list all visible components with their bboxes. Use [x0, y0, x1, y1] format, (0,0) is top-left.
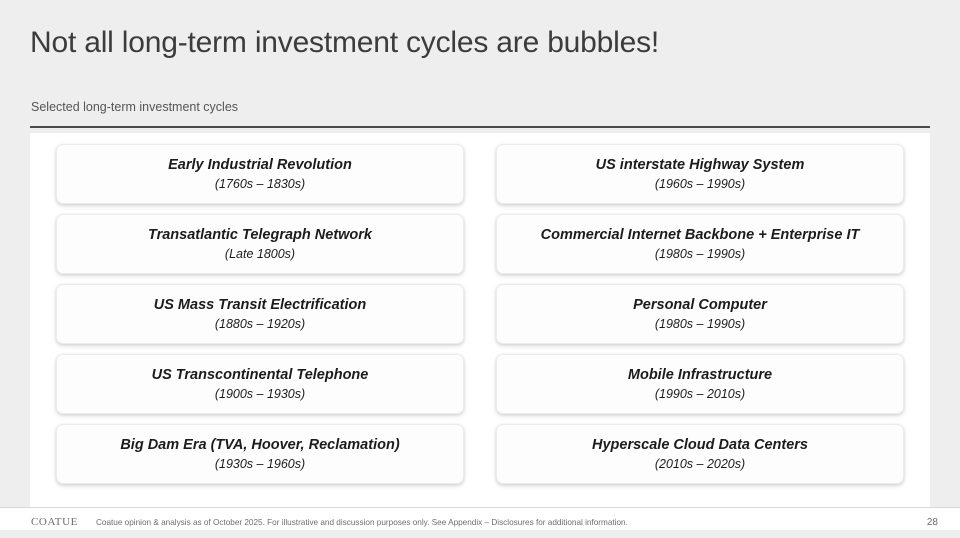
list-item: [56, 424, 464, 484]
brand-logo: COATUE: [31, 516, 78, 528]
cycle-years: (1760s – 1830s): [214, 176, 306, 191]
cycle-years: (1880s – 1920s): [214, 316, 306, 331]
cycle-name: US Transcontinental Telephone: [151, 366, 369, 383]
list-item: [496, 144, 904, 204]
page-subtitle: Selected long-term investment cycles: [31, 100, 239, 114]
cycle-name: Big Dam Era (TVA, Hoover, Reclamation): [120, 436, 400, 453]
list-item: [56, 214, 464, 274]
page-number: 28: [926, 517, 938, 528]
cycle-years: (1990s – 2010s): [654, 386, 746, 401]
cycle-years: (2010s – 2020s): [654, 456, 746, 471]
bottom-strip: [0, 530, 960, 538]
list-item: [496, 284, 904, 344]
list-item: [496, 424, 904, 484]
cycle-name: Mobile Infrastructure: [627, 366, 773, 383]
disclosure-note: Coatue opinion & analysis as of October 2025. For illustrative and discussion purposes only. See Appendix – Disclosures for additional information.: [96, 518, 628, 527]
cycle-years: (1980s – 1990s): [654, 316, 746, 331]
cycle-name: US Mass Transit Electrification: [153, 296, 367, 313]
cycle-name: Commercial Internet Backbone + Enterprise IT: [540, 226, 860, 243]
cycle-years: (1980s – 1990s): [654, 246, 746, 261]
cycle-years: (Late 1800s): [224, 246, 296, 261]
right-column: [496, 144, 904, 508]
cycle-years: (1960s – 1990s): [654, 176, 746, 191]
header-divider: [30, 126, 930, 128]
cycle-years: (1930s – 1960s): [214, 456, 306, 471]
cycles-columns: [30, 133, 930, 508]
page-title: Not all long-term investment cycles are bubbles!: [30, 26, 660, 59]
cycle-years: (1900s – 1930s): [214, 386, 306, 401]
cycle-name: Hyperscale Cloud Data Centers: [592, 436, 808, 453]
list-item: [496, 214, 904, 274]
cycles-panel: [30, 133, 930, 508]
list-item: [56, 284, 464, 344]
cycle-name: Personal Computer: [633, 296, 767, 313]
cycle-name: Transatlantic Telegraph Network: [147, 226, 372, 243]
list-item: [56, 144, 464, 204]
list-item: [56, 354, 464, 414]
cycle-name: US interstate Highway System: [595, 156, 805, 173]
left-column: [56, 144, 464, 508]
cycle-name: Early Industrial Revolution: [168, 156, 352, 173]
list-item: [496, 354, 904, 414]
